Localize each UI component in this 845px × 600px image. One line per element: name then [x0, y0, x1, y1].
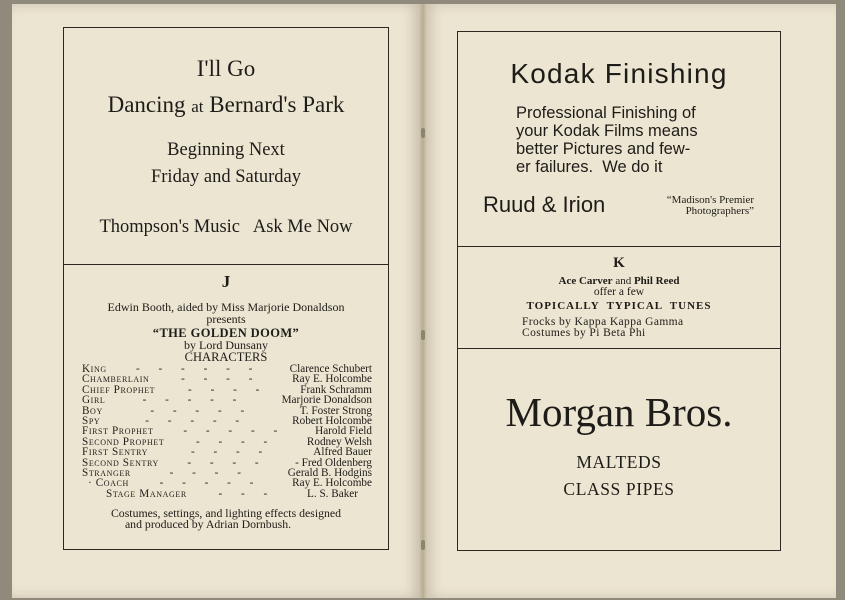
- cast-row: Chamberlain - - - - Ray E. Holcombe: [82, 373, 372, 386]
- kodak-tagline-line: Photographers”: [685, 205, 754, 217]
- left-divider: [64, 264, 388, 265]
- ad-line-5: Thompson's Music Ask Me Now: [99, 217, 353, 237]
- cast-row: · Coach - - - - - Ray E. Holcombe: [88, 477, 372, 490]
- cast-row: King - - - - - - Clarence Schubert: [82, 363, 372, 375]
- program-footer-1: Costumes, settings, and lighting effects designed: [110, 506, 342, 520]
- morgan-line-2: CLASS PIPES: [563, 479, 675, 499]
- kodak-tagline: [667, 195, 754, 217]
- program-k-line-5: Costumes by Pi Beta Phi: [522, 327, 646, 339]
- program-letter-k: K: [613, 255, 625, 271]
- ad-line-2-a: Dancing: [107, 92, 186, 117]
- program-letter-j: J: [221, 272, 231, 291]
- program-k-and: and: [615, 275, 632, 287]
- kodak-body-line: er failures. We do it: [516, 158, 663, 176]
- left-frame: [63, 27, 389, 550]
- staple: [421, 330, 425, 340]
- right-frame: [457, 31, 781, 551]
- characters-heading: CHARACTERS: [184, 350, 268, 364]
- kodak-body-line: your Kodak Films means: [516, 122, 698, 140]
- cast-row: Second Prophet - - - - Rodney Welsh: [82, 435, 372, 448]
- cast-row: Stage Manager - - - L. S. Baker: [106, 487, 358, 500]
- play-author: by Lord Dunsany: [184, 338, 268, 352]
- kodak-title: Kodak Finishing: [510, 58, 728, 89]
- cast-row: Spy - - - - - Robert Holcombe: [82, 414, 372, 427]
- right-divider-1: [458, 246, 780, 247]
- kodak-store: Ruud & Irion: [483, 192, 606, 217]
- cast-row: Second Sentry - - - - - Fred Oldenberg: [82, 456, 372, 469]
- book-gutter: [419, 4, 427, 598]
- staple: [421, 540, 425, 550]
- morgan-title: Morgan Bros.: [505, 389, 733, 435]
- ad-line-1: I'll Go: [196, 56, 256, 81]
- ad-line-4: Friday and Saturday: [150, 167, 302, 187]
- kodak-body: [516, 104, 698, 176]
- ad-line-3: Beginning Next: [167, 140, 285, 160]
- kodak-body-line: better Pictures and few-: [516, 140, 691, 158]
- cast-row: Girl - - - - - Marjorie Donaldson: [82, 394, 372, 407]
- cast-row: Chief Prophet - - - - Frank Schramm: [82, 383, 372, 396]
- performer-2: Phil Reed: [633, 275, 680, 287]
- program-k-line-3: TOPICALLY TYPICAL TUNES: [526, 300, 712, 312]
- kodak-tagline-line: “Madison's Premier: [666, 194, 754, 206]
- program-footer-2: and produced by Adrian Dornbush.: [124, 517, 292, 531]
- cast-row: Boy - - - - - T. Foster Strong: [82, 404, 372, 417]
- program-k-line-2: offer a few: [593, 286, 645, 298]
- ad-line-2-b: at: [191, 97, 204, 116]
- ad-line-2-c: Bernard's Park: [209, 92, 345, 117]
- program-presents: presents: [206, 312, 246, 326]
- program-intro: Edwin Booth, aided by Miss Marjorie Donaldson: [107, 300, 345, 314]
- cast-row: First Sentry - - - - Alfred Bauer: [82, 446, 372, 459]
- cast-row: Stranger - - - - Gerald B. Hodgins: [82, 466, 372, 479]
- ad-line-2: [64, 92, 388, 118]
- cast-row: First Prophet - - - - - Harold Field: [82, 425, 372, 438]
- play-title: “THE GOLDEN DOOM”: [152, 326, 300, 340]
- staple: [421, 128, 425, 138]
- morgan-line-1: MALTEDS: [576, 452, 662, 472]
- cast-list: [82, 364, 372, 499]
- program-k-line-4: Frocks by Kappa Kappa Gamma: [522, 316, 684, 328]
- right-divider-2: [458, 348, 780, 349]
- performer-1: Ace Carver: [558, 275, 613, 287]
- kodak-body-line: Professional Finishing of: [516, 104, 696, 122]
